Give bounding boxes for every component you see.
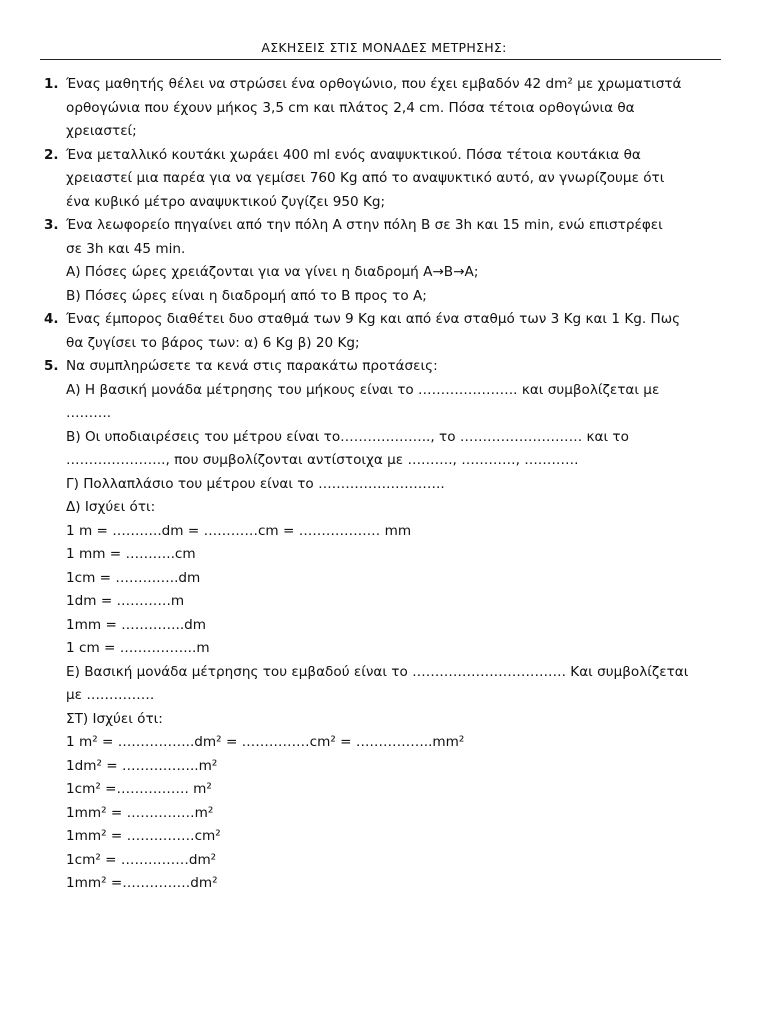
fill-in-line: 1 m = ………..dm = …………cm = ……………… mm (66, 522, 412, 539)
exercise-text: σε 3h και 45 min. (66, 240, 186, 257)
fill-in-line: 1mm² = ……………cm² (66, 828, 221, 844)
fill-in-line: Α) Η βασική μονάδα μέτρησης του μήκους είναι το …………………. και συμβολίζεται με (66, 381, 660, 398)
fill-in-line: 1 m² = ……………..dm² = ……………cm² = ……………..mm² (66, 734, 465, 750)
exercise-number: 2. (44, 146, 59, 163)
fill-in-line: 1dm = …………m (66, 593, 185, 609)
exercise-2 (44, 144, 720, 215)
fill-in-line: 1mm = …………..dm (66, 616, 207, 633)
exercise-text: ένα κυβικό μέτρο αναψυκτικού ζυγίζει 950 Kg; (66, 193, 386, 210)
exercise-1 (44, 73, 720, 144)
worksheet-title: ΑΣΚΗΣΕΙΣ ΣΤΙΣ ΜΟΝΑΔΕΣ ΜΕΤΡΗΣΗΣ: (261, 40, 507, 55)
fill-in-line: …………………., που συμβολίζονται αντίστοιχα με ………., …………, ………… (66, 452, 579, 468)
exercise-3 (44, 214, 720, 308)
exercise-text: χρειαστεί; (66, 123, 137, 139)
exercise-question: Α) Πόσες ώρες χρειάζονται για να γίνει η διαδρομή Α→Β→Α; (66, 264, 479, 280)
exercise-number: 5. (44, 358, 59, 374)
exercise-text: θα ζυγίσει το βάρος των: α) 6 Kg β) 20 Kg; (66, 334, 360, 351)
fill-in-line: 1mm² = ……………m² (66, 804, 214, 821)
exercise-text: Ένας έμπορος διαθέτει δυο σταθμά των 9 Kg και από ένα σταθμό των 3 Kg και 1 Kg. Πως (66, 311, 681, 327)
fill-in-line: 1cm = …………..dm (66, 569, 201, 586)
exercise-text: ορθογώνια που έχουν μήκος 3,5 cm και πλάτος 2,4 cm. Πόσα τέτοια ορθογώνια θα (66, 99, 635, 116)
title-underline (40, 59, 721, 60)
exercise-question: Β) Πόσες ώρες είναι η διαδρομή από το Β προς το Α; (66, 287, 427, 304)
fill-in-line: Ε) Βασική μονάδα μέτρησης του εμβαδού είναι το ……………………………. Και συμβολίζεται (66, 663, 689, 680)
exercise-text: Ένας μαθητής θέλει να στρώσει ένα ορθογώνιο, που έχει εμβαδόν 42 dm² με χρωματιστά (66, 76, 682, 92)
exercise-number: 4. (44, 311, 59, 327)
fill-in-line: 1cm² =……………. m² (66, 781, 212, 797)
exercise-5 (44, 355, 720, 896)
exercise-number: 1. (44, 76, 59, 92)
exercise-text: Να συμπληρώσετε τα κενά στις παρακάτω προτάσεις: (66, 358, 438, 374)
fill-in-line: 1mm² =……………dm² (66, 875, 218, 891)
fill-in-line: με …………… (66, 687, 155, 703)
exercise-text: Ένα λεωφορείο πηγαίνει από την πόλη Α στην πόλη Β σε 3h και 15 min, ενώ επιστρέφει (66, 217, 663, 233)
exercise-number: 3. (44, 217, 59, 233)
fill-in-line: Β) Οι υποδιαιρέσεις του μέτρου είναι το……………….., το ……………………… και το (66, 428, 629, 445)
fill-in-line: 1dm² = ……………..m² (66, 757, 218, 774)
fill-in-line: Γ) Πολλαπλάσιο του μέτρου είναι το ………………………. (66, 475, 445, 492)
exercise-4 (44, 308, 720, 355)
fill-in-line: 1 cm = ……………..m (66, 640, 210, 656)
exercise-text: Ένα μεταλλικό κουτάκι χωράει 400 ml ενός αναψυκτικού. Πόσα τέτοια κουτάκια θα (66, 146, 641, 163)
exercise-list (44, 73, 720, 896)
exercise-text: χρειαστεί μια παρέα για να γεμίσει 760 Kg από το αναψυκτικό αυτό, αν γνωρίζουμε ότι (66, 170, 665, 186)
fill-in-line: ………. (66, 405, 112, 421)
fill-in-line: 1 mm = ………..cm (66, 546, 196, 562)
fill-in-line: Δ) Ισχύει ότι: (66, 499, 156, 515)
fill-in-line: ΣΤ) Ισχύει ότι: (66, 710, 163, 727)
fill-in-line: 1cm² = ……………dm² (66, 851, 217, 868)
